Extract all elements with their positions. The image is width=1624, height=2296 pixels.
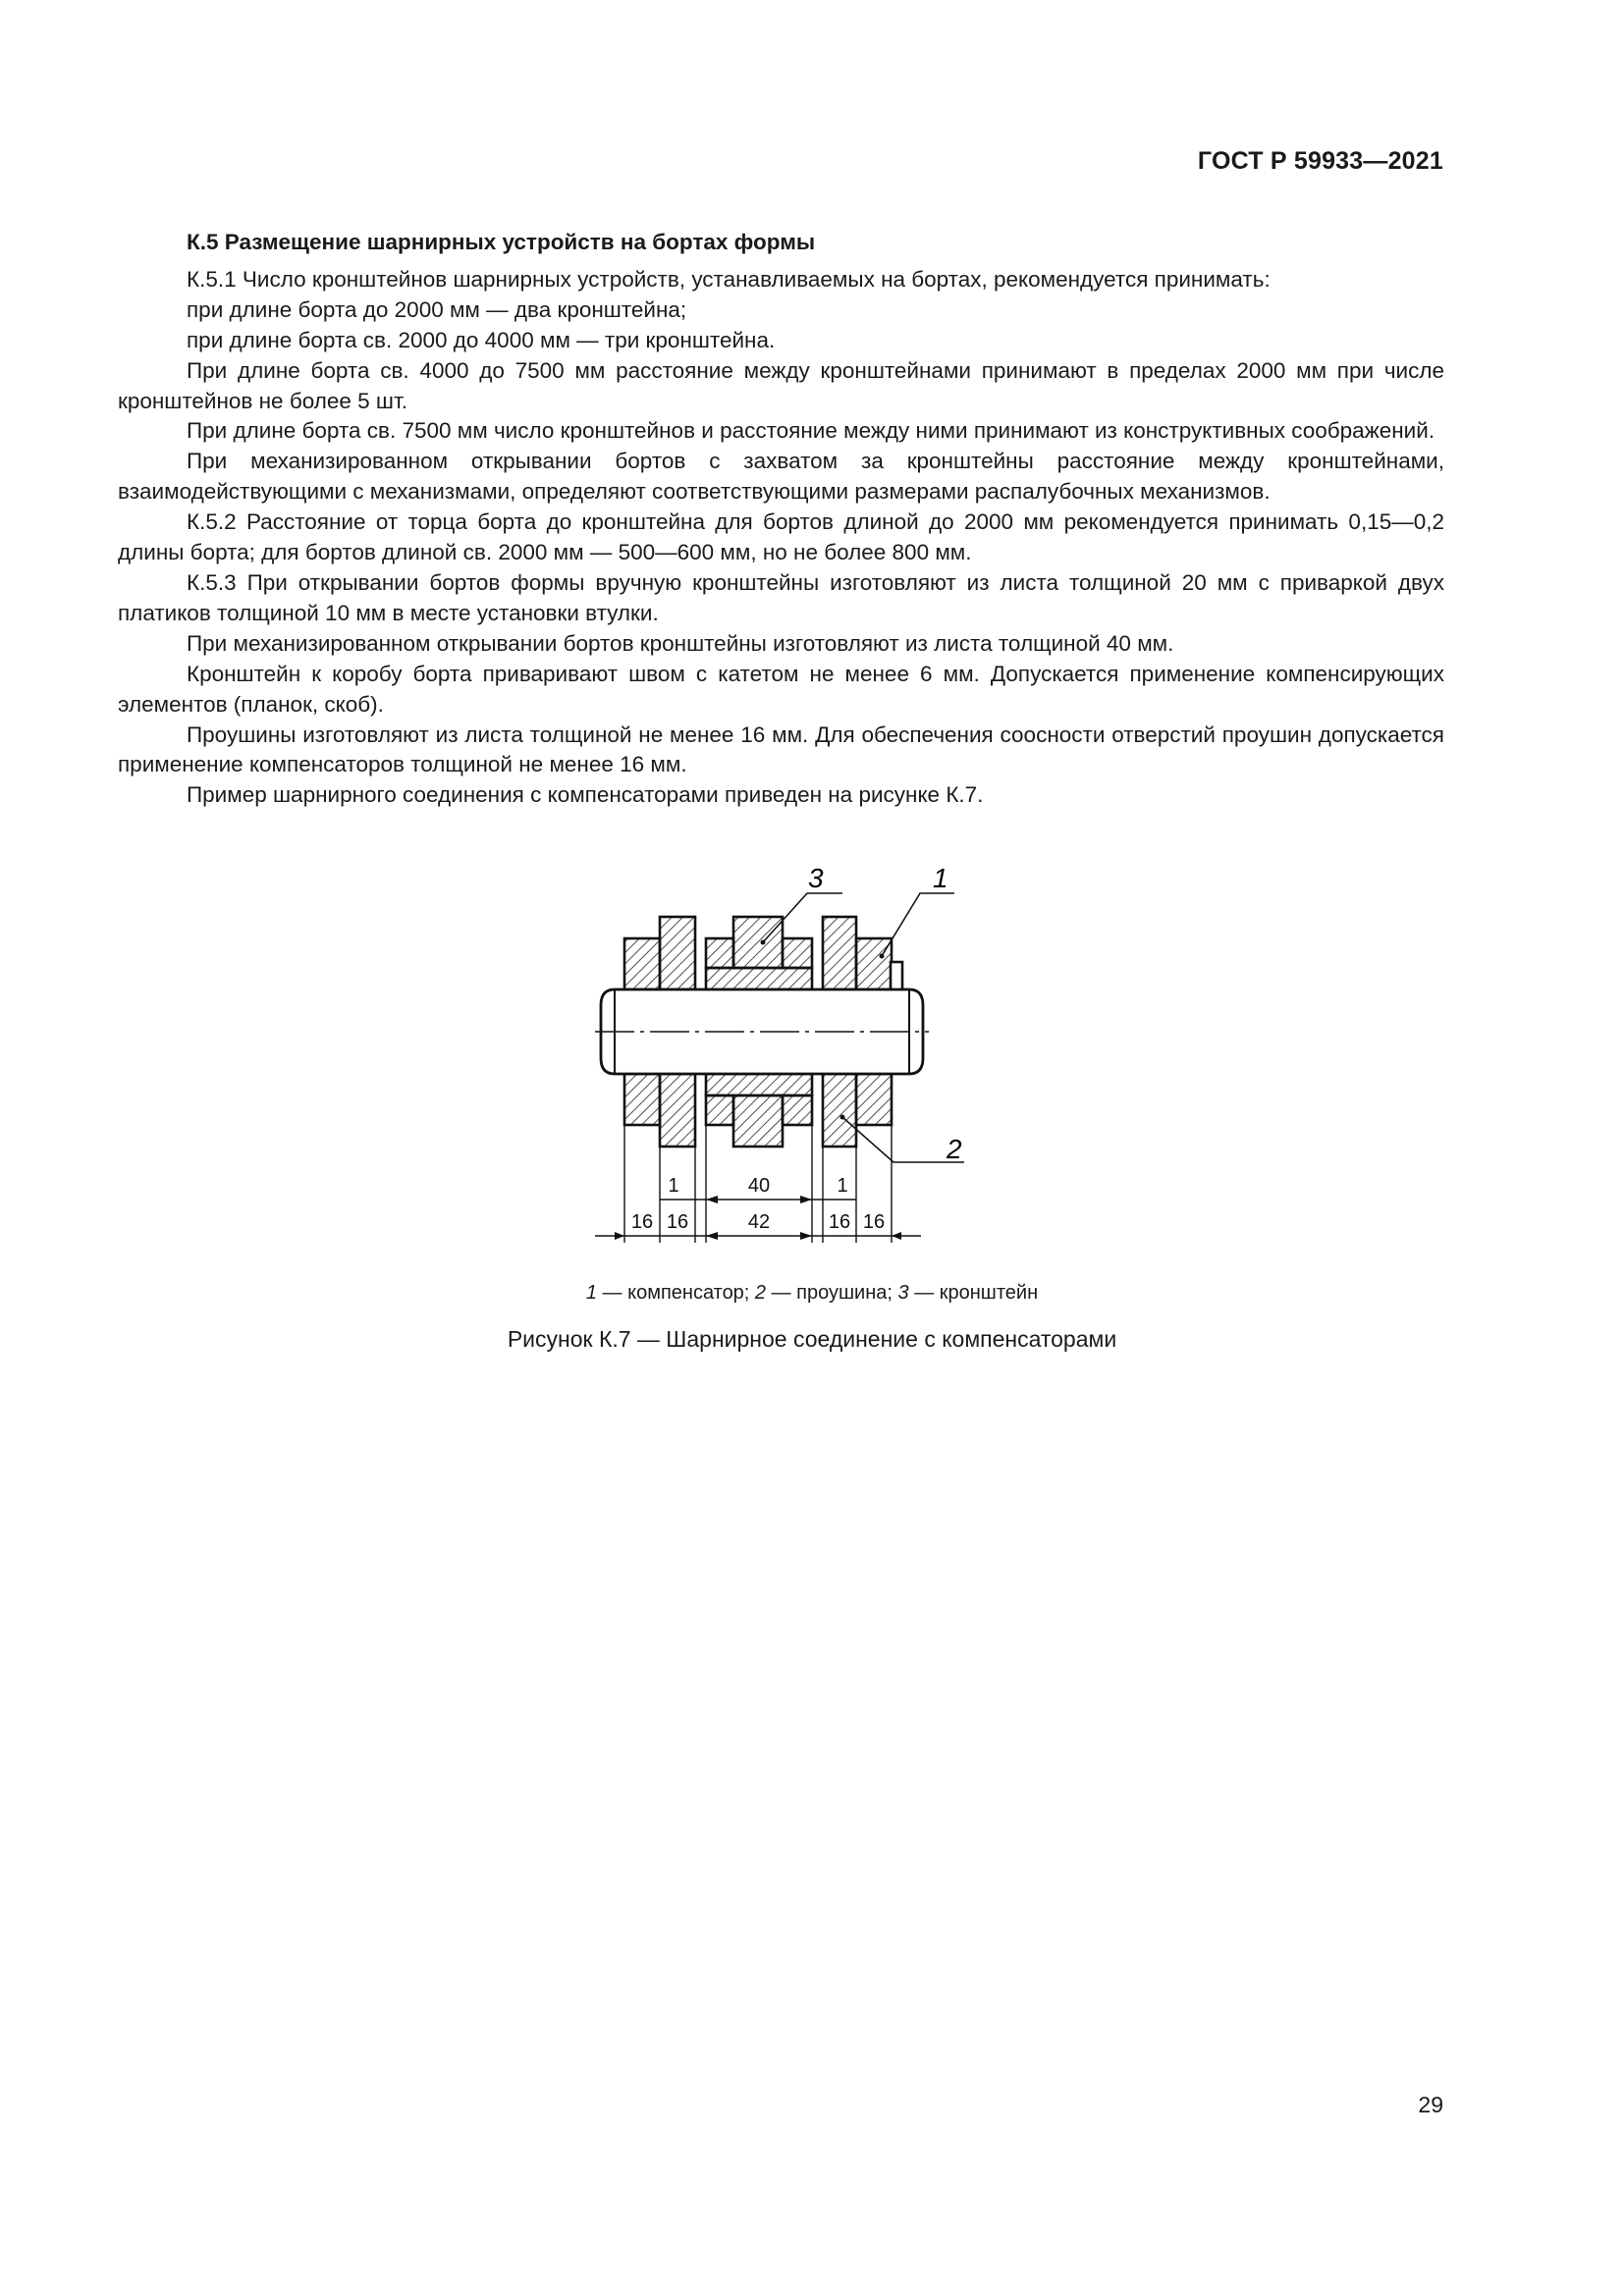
dim-lug-right: 16	[828, 1211, 851, 1233]
paragraph: К.5.2 Расстояние от торца борта до кронштейна для бортов длиной до 2000 мм рекомендуется принимать 0,15—0,2 длины борта; для бортов длиной св. 2000 мм — 500—600 мм, но не более 800 мм.	[118, 509, 1444, 565]
lug-left-top	[660, 917, 695, 989]
bushing-bottom	[706, 1074, 812, 1095]
section-text	[118, 228, 1444, 811]
dim-lug-left: 16	[666, 1211, 689, 1233]
page-number: 29	[1418, 2092, 1443, 2117]
compensator-right-bottom	[856, 1074, 892, 1125]
figure-caption: Рисунок К.7 — Шарнирное соединение с компенсаторами	[507, 1326, 1117, 1352]
paragraph: При механизированном открывании бортов с захватом за кронштейны расстояние между кронштейнами, взаимодействующими с механизмами, определяют соответствующими размерами распалубочных механизмов.	[118, 449, 1444, 505]
leader-dot-1	[880, 954, 885, 959]
legend-num-2: 2	[754, 1282, 767, 1304]
lug-right-top	[823, 917, 856, 989]
paragraph: К.5.3 При открывании бортов формы вручную кронштейны изготовляют из листа толщиной 20 мм с приваркой двух платиков толщиной 10 мм в месте установки втулки.	[118, 569, 1444, 625]
bracket-bottom	[733, 1095, 783, 1147]
section-heading: К.5 Размещение шарнирных устройств на бортах формы	[187, 230, 816, 254]
dim-compensator-left: 16	[630, 1211, 654, 1233]
paragraph: К.5.1 Число кронштейнов шарнирных устройств, устанавливаемых на бортах, рекомендуется принимать:	[187, 266, 1271, 292]
dim-between-lugs: 42	[747, 1211, 771, 1233]
compensator-mid-left-top	[706, 938, 733, 968]
lug-right-bottom	[823, 1074, 856, 1147]
parts-top	[624, 917, 892, 989]
dim-gap-right: 1	[837, 1175, 848, 1197]
lug-left-bottom	[660, 1074, 695, 1147]
parts-bottom	[624, 1074, 892, 1147]
compensator-right-top	[856, 938, 892, 989]
hinge-joint-drawing	[589, 854, 982, 1247]
bracket-top	[733, 917, 783, 968]
compensator-mid-right-top	[783, 938, 812, 968]
paragraph: При механизированном открывании бортов кронштейны изготовляют из листа толщиной 40 мм.	[187, 630, 1174, 656]
leader-dot-2	[840, 1115, 845, 1120]
callout-1: 1	[933, 863, 948, 893]
document-code: ГОСТ Р 59933—2021	[1197, 147, 1443, 175]
paragraph: при длине борта до 2000 мм — два кронштейна;	[187, 296, 687, 322]
dim-compensator-right: 16	[862, 1211, 886, 1233]
paragraph: При длине борта св. 4000 до 7500 мм расстояние между кронштейнами принимают в пределах 2000 мм при числе кронштейнов не более 5 шт.	[118, 357, 1444, 413]
paragraph: при длине борта св. 2000 до 4000 мм — три кронштейна.	[187, 327, 776, 352]
callout-3: 3	[808, 863, 824, 893]
legend-text-1: — компенсатор;	[596, 1282, 755, 1304]
compensator-left-bottom	[624, 1074, 660, 1125]
callout-2: 2	[947, 1134, 962, 1164]
legend-num-3: 3	[897, 1282, 909, 1304]
compensator-mid-left-bottom	[706, 1095, 733, 1125]
dim-bracket-width: 40	[747, 1175, 771, 1197]
paragraph: При длине борта св. 7500 мм число кронштейнов и расстояние между ними принимают из конструктивных соображений.	[187, 418, 1435, 444]
paragraph: Кронштейн к коробу борта приваривают швом с катетом не менее 6 мм. Допускается применение компенсирующих элементов (планок, скоб).	[118, 661, 1444, 717]
dim-gap-left: 1	[668, 1175, 679, 1197]
paragraph: Пример шарнирного соединения с компенсаторами приведен на рисунке К.7.	[187, 782, 984, 808]
dimension-labels	[631, 1175, 885, 1233]
compensator-mid-right-bottom	[783, 1095, 812, 1125]
paragraph: Проушины изготовляют из листа толщиной не менее 16 мм. Для обеспечения соосности отверстий проушин допускается применение компенсаторов толщиной не менее 16 мм.	[118, 721, 1444, 777]
legend-text-3: — кронштейн	[908, 1282, 1039, 1304]
figure-legend	[0, 1282, 1624, 1305]
bushing-top	[706, 968, 812, 989]
legend-text-2: — проушина;	[766, 1282, 898, 1304]
leader-dot-3	[761, 940, 766, 945]
compensator-left-top	[624, 938, 660, 989]
legend-num-1: 1	[585, 1282, 597, 1304]
